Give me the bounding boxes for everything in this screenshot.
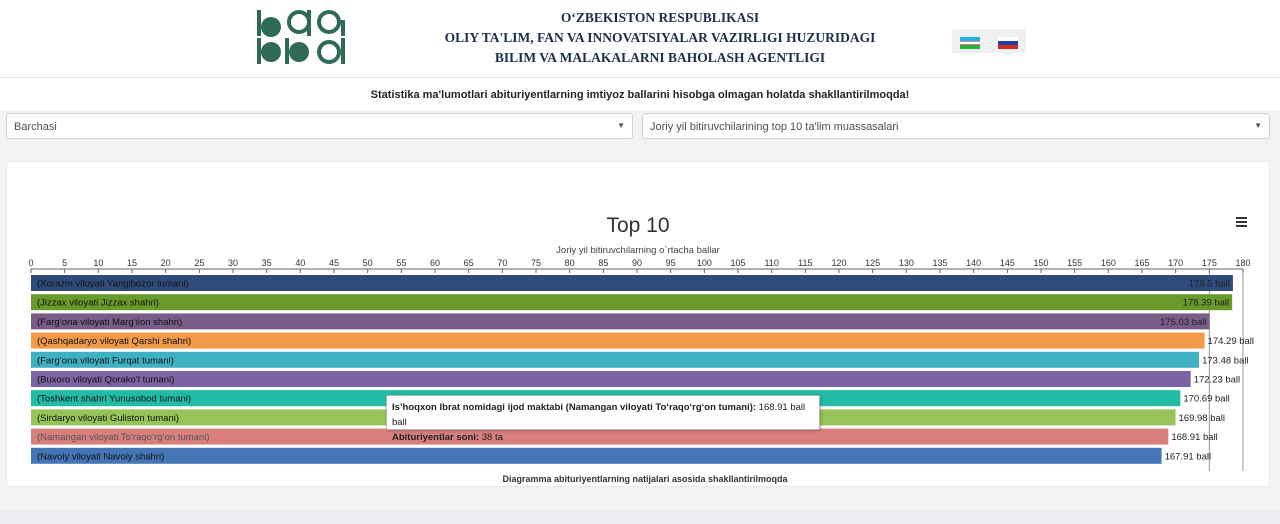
- tooltip-count-label: Abituriyentlar soni:: [392, 432, 480, 443]
- category-label: (Qashqadaryo viloyati Qarshi shahri): [37, 336, 192, 348]
- x-tick-label: 30: [227, 258, 239, 268]
- x-tick-label: 165: [1134, 258, 1150, 268]
- tooltip-label: Is’hoqxon Ibrat nomidagi ijod maktabi (Namangan viloyati To‘raqo‘rg‘on tumani):: [392, 402, 757, 413]
- data-label: 172.23 ball: [1193, 374, 1241, 386]
- chart-subtitle: Joriy yil bitiruvchilarning o`rtacha ballar: [556, 245, 720, 256]
- data-label: 167.91 ball: [1164, 451, 1212, 463]
- x-tick-label: 75: [530, 258, 542, 268]
- bar[interactable]: [31, 275, 1233, 291]
- x-tick-label: 60: [429, 258, 441, 268]
- page-footer-strip: [0, 510, 1280, 524]
- category-label: (Jizzax viloyati Jizzax shahri): [37, 297, 159, 309]
- x-tick-label: 105: [730, 258, 746, 268]
- bar[interactable]: [31, 294, 1232, 310]
- x-tick-label: 65: [463, 258, 474, 268]
- x-tick-label: 140: [966, 258, 982, 268]
- x-tick-label: 95: [665, 258, 676, 268]
- category-label: (Toshkent shahri Yunusobod tumani): [37, 393, 192, 405]
- category-label: (Farg‘ona viloyati Furqat tumani): [37, 355, 174, 367]
- data-label: 169.98 ball: [1178, 412, 1226, 424]
- x-tick-label: 25: [194, 258, 205, 268]
- category-label: (Farg‘ona viloyati Marg‘ilon shahri): [37, 316, 183, 328]
- statistics-notice: Statistika ma'lumotlari abituriyentlarning imtiyoz ballarini hisobga olmagan holatda shakllantirilmoqda!: [370, 89, 910, 101]
- menu-icon[interactable]: [1236, 217, 1247, 227]
- agency-title-line-1: O‘ZBEKISTON RESPUBLIKASI: [560, 10, 760, 25]
- bar-tooltip: [386, 395, 820, 443]
- region-select-value: Barchasi: [14, 121, 57, 133]
- data-label: 174.29 ball: [1207, 336, 1255, 348]
- x-tick-label: 40: [295, 258, 306, 268]
- x-tick-label: 125: [865, 258, 881, 268]
- bar[interactable]: [31, 313, 1210, 329]
- x-tick-label: 50: [362, 258, 373, 268]
- category-select-value: Joriy yil bitiruvchilarining top 10 ta'lim muassasalari: [650, 121, 899, 133]
- bar[interactable]: [31, 371, 1191, 387]
- chevron-down-icon: ▼: [1254, 121, 1262, 130]
- x-tick-label: 100: [696, 258, 712, 268]
- data-label: 168.91 ball: [1171, 432, 1218, 444]
- tooltip-count-value: 38 ta: [481, 432, 503, 443]
- category-label: (Namangan viloyati To‘raqo‘rg‘on tumani): [37, 432, 210, 444]
- x-tick-label: 5: [62, 258, 68, 268]
- category-label: (Navoiy viloyati Navoiy shahri): [37, 451, 165, 463]
- x-tick-label: 175: [1201, 258, 1217, 268]
- category-label: (Buxoro viloyati Qorako‘l tumani): [37, 374, 175, 386]
- chevron-down-icon: ▼: [617, 121, 625, 130]
- tooltip-value: 168.91 ball ball: [392, 402, 806, 428]
- x-tick-label: 70: [497, 258, 508, 268]
- data-label: 175.03 ball: [1160, 316, 1207, 328]
- x-tick-label: 110: [764, 258, 779, 268]
- bar[interactable]: [31, 448, 1162, 464]
- category-label: (Sirdaryo viloyati Guliston tumani): [37, 412, 180, 424]
- x-tick-label: 45: [328, 258, 340, 268]
- agency-title-line-3: BILIM VA MALAKALARNI BAHOLASH AGENTLIGI: [494, 50, 826, 65]
- x-tick-label: 180: [1235, 258, 1251, 268]
- chart-title: Top 10: [606, 214, 670, 237]
- x-tick-label: 130: [898, 258, 914, 268]
- x-tick-label: 80: [564, 258, 575, 268]
- x-tick-label: 20: [160, 258, 171, 268]
- data-label: 173.48 ball: [1202, 355, 1249, 367]
- x-tick-label: 0: [28, 258, 34, 268]
- bar[interactable]: [31, 333, 1205, 349]
- x-tick-label: 55: [396, 258, 407, 268]
- agency-title-line-2: OLIY TA'LIM, FAN VA INNOVATSIYALAR VAZIRLIGI HUZURIDAGI: [444, 30, 876, 45]
- x-tick-label: 135: [932, 258, 948, 268]
- data-label: 178.5 ball: [1188, 278, 1230, 290]
- x-tick-label: 10: [93, 258, 104, 268]
- x-tick-label: 155: [1067, 258, 1083, 268]
- x-tick-label: 15: [126, 258, 138, 268]
- x-tick-label: 170: [1168, 258, 1184, 268]
- x-tick-label: 115: [798, 258, 813, 268]
- x-tick-label: 150: [1033, 258, 1049, 268]
- x-tick-label: 90: [631, 258, 643, 268]
- x-tick-label: 120: [831, 258, 847, 268]
- x-tick-label: 35: [261, 258, 272, 268]
- chart-footer: Diagramma abituriyentlarning natijalari asosida shakllantirilmoqda: [502, 474, 788, 484]
- x-tick-label: 145: [999, 258, 1015, 268]
- bar[interactable]: [31, 352, 1199, 368]
- x-tick-label: 85: [598, 258, 609, 268]
- x-tick-label: 160: [1100, 258, 1116, 268]
- category-label: (Xorazm viloyati Yangibozor tumani): [37, 278, 189, 290]
- data-label: 178.39 ball: [1182, 297, 1230, 309]
- data-label: 170.69 ball: [1183, 393, 1230, 405]
